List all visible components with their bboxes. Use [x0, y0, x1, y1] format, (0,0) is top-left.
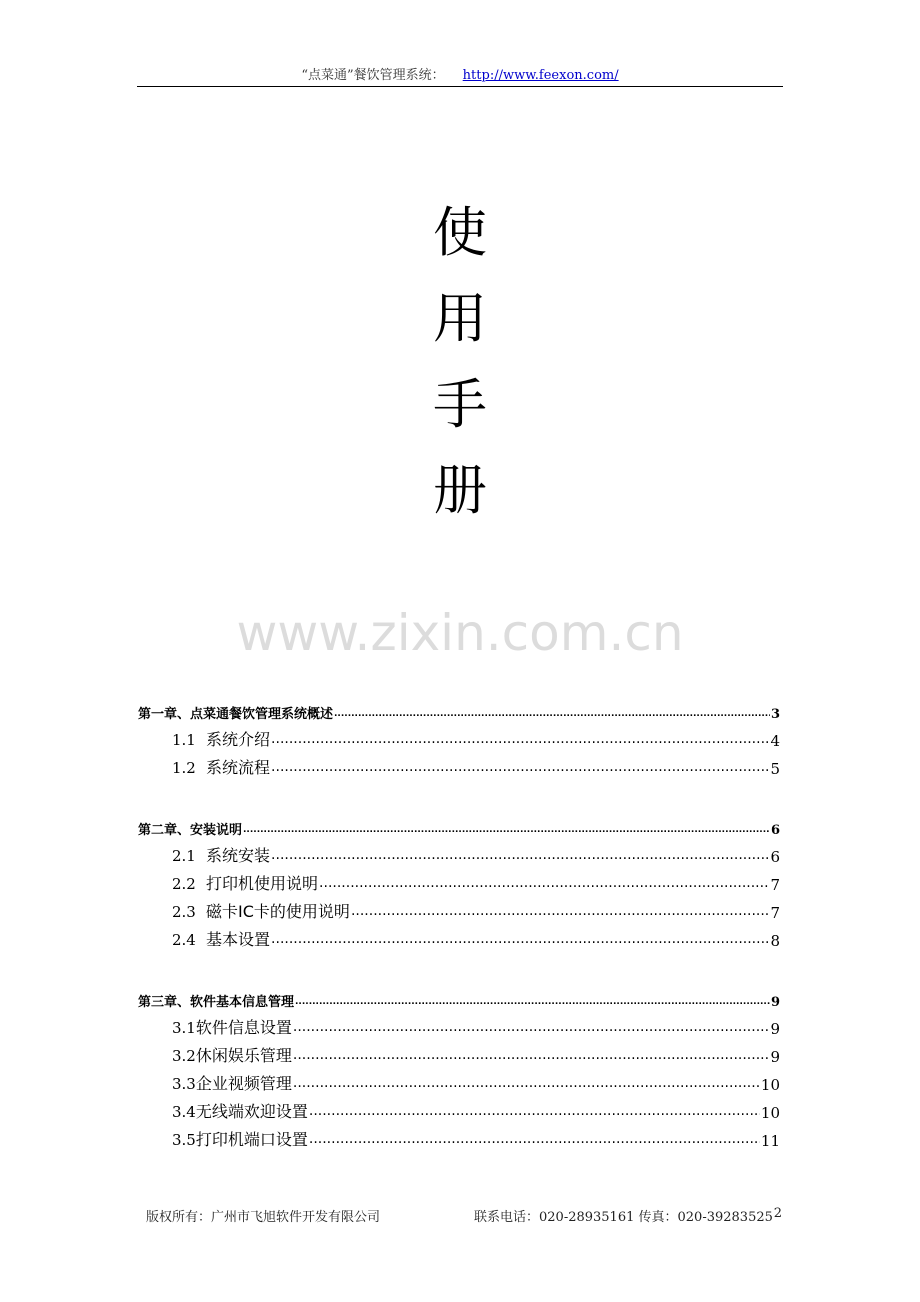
toc-page: 8 — [770, 932, 780, 950]
title-char: 册 — [433, 459, 487, 522]
title-char: 用 — [433, 287, 487, 350]
toc-leader — [319, 875, 769, 891]
toc-section-label: 系统介绍 — [206, 730, 271, 749]
toc-section[interactable] — [138, 750, 780, 778]
toc-chapter[interactable] — [138, 696, 780, 722]
toc-section-label: 系统流程 — [206, 758, 271, 777]
header-link[interactable]: http://www.feexon.com/ — [462, 68, 619, 83]
toc-section[interactable] — [138, 1122, 780, 1150]
toc-page: 5 — [770, 760, 780, 778]
toc-section-label: 无线端欢迎设置 — [195, 1102, 308, 1121]
toc-section[interactable] — [138, 866, 780, 894]
toc-leader — [293, 1019, 770, 1035]
toc-section-label: 基本设置 — [206, 930, 271, 949]
table-of-contents — [138, 696, 780, 1150]
toc-section-number: 2.4 — [172, 931, 196, 949]
footer-copyright: 版权所有：广州市飞旭软件开发有限公司 — [146, 1210, 381, 1225]
toc-page: 7 — [770, 876, 780, 894]
toc-page: 9 — [770, 1048, 780, 1066]
title-char: 使 — [433, 201, 487, 264]
toc-section[interactable] — [138, 922, 780, 950]
toc-section-label: 企业视频管理 — [195, 1074, 292, 1093]
toc-section-number: 2.1 — [172, 847, 196, 865]
title-char: 手 — [433, 373, 487, 436]
toc-leader — [243, 825, 770, 835]
header-text: “点菜通”餐饮管理系统： — [301, 68, 445, 83]
toc-page: 10 — [760, 1076, 780, 1094]
toc-page: 10 — [760, 1104, 780, 1122]
toc-leader — [271, 847, 769, 863]
toc-page: 4 — [770, 732, 780, 750]
toc-leader — [271, 931, 769, 947]
toc-leader — [271, 731, 769, 747]
toc-section-label: 磁卡IC卡的使用说明 — [206, 902, 350, 921]
toc-page: 3 — [770, 707, 780, 722]
toc-chapter-title: 第二章、安装说明 — [138, 823, 243, 838]
toc-section[interactable] — [138, 1038, 780, 1066]
toc-section-number: 3.3 — [172, 1075, 196, 1093]
toc-section-number: 3.4 — [172, 1103, 196, 1121]
toc-leader — [309, 1131, 760, 1147]
footer-contact: 联系电话：020-28935161 传真：020-39283525 — [474, 1210, 773, 1225]
toc-chapter[interactable] — [138, 812, 780, 838]
toc-section-label: 软件信息设置 — [195, 1018, 292, 1037]
toc-page: 9 — [770, 995, 780, 1010]
toc-section[interactable] — [138, 894, 780, 922]
toc-section-label: 打印机使用说明 — [206, 874, 319, 893]
toc-leader — [293, 1047, 770, 1063]
toc-section-number: 3.1 — [172, 1019, 196, 1037]
toc-leader — [351, 903, 770, 919]
page-header — [137, 64, 783, 87]
footer-page-number: 2 — [773, 1206, 782, 1221]
toc-page: 6 — [770, 848, 780, 866]
toc-section[interactable] — [138, 838, 780, 866]
toc-chapter-title: 第三章、软件基本信息管理 — [138, 995, 295, 1010]
watermark: www.zixin.com.cn — [236, 604, 684, 662]
toc-leader — [271, 759, 769, 775]
toc-section[interactable] — [138, 1066, 780, 1094]
toc-section-number: 2.3 — [172, 903, 196, 921]
toc-leader — [334, 709, 770, 719]
toc-page: 9 — [770, 1020, 780, 1038]
toc-page: 7 — [770, 904, 780, 922]
toc-section-number: 1.1 — [172, 731, 196, 749]
toc-section-label: 休闲娱乐管理 — [195, 1046, 292, 1065]
toc-leader — [309, 1103, 760, 1119]
toc-section-number: 2.2 — [172, 875, 196, 893]
toc-chapter-title: 第一章、点菜通餐饮管理系统概述 — [138, 707, 334, 722]
toc-section-label: 打印机端口设置 — [195, 1130, 308, 1149]
toc-section-number: 3.2 — [172, 1047, 196, 1065]
toc-section[interactable] — [138, 1094, 780, 1122]
toc-section-number: 3.5 — [172, 1131, 196, 1149]
toc-page: 6 — [770, 823, 780, 838]
toc-leader — [293, 1075, 760, 1091]
toc-section[interactable] — [138, 1010, 780, 1038]
toc-section[interactable] — [138, 722, 780, 750]
toc-chapter[interactable] — [138, 984, 780, 1010]
toc-section-label: 系统安装 — [206, 846, 271, 865]
toc-leader — [295, 997, 770, 1007]
toc-page: 11 — [760, 1132, 780, 1150]
document-title — [0, 190, 920, 534]
toc-section-number: 1.2 — [172, 759, 196, 777]
